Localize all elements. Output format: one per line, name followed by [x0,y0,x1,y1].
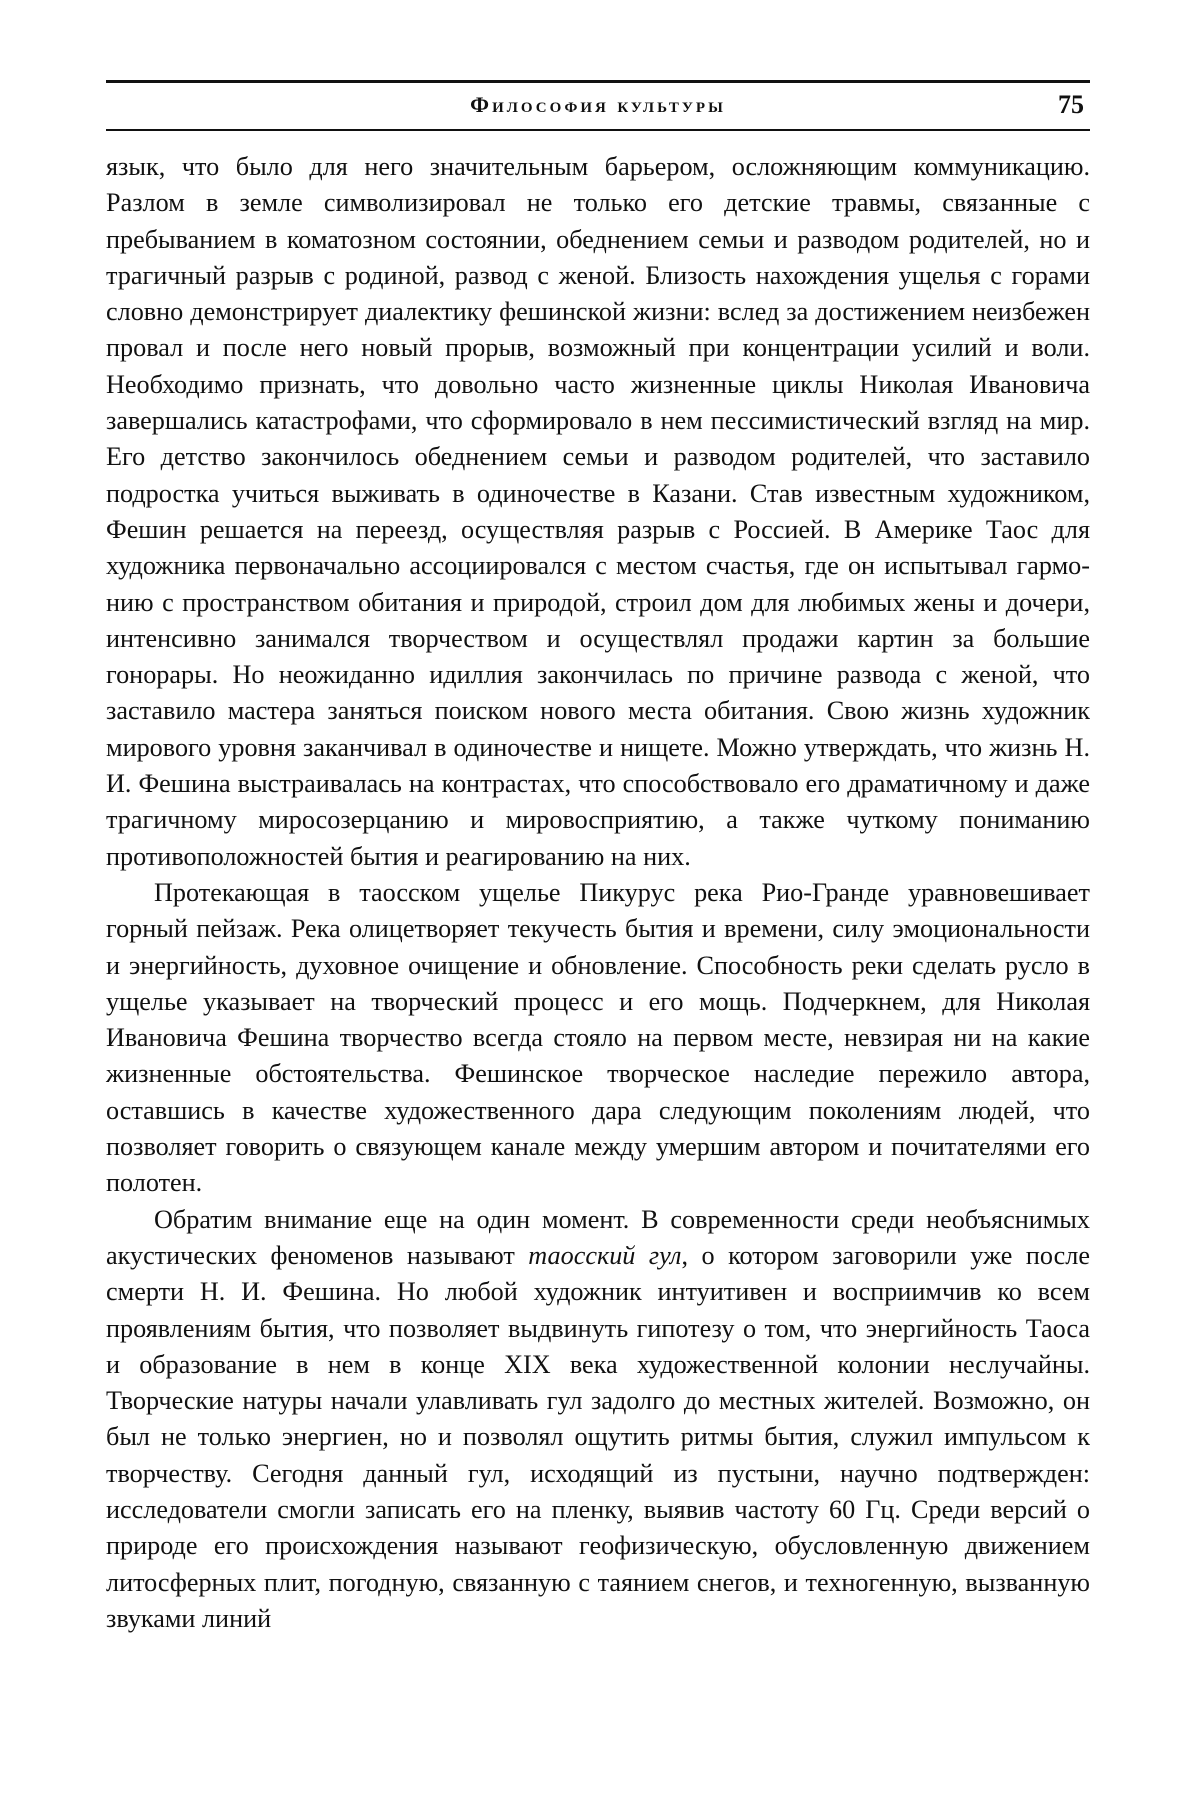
running-header [106,80,1090,131]
body-text [106,149,1090,1637]
running-title: Философия культуры [106,92,1090,118]
paragraph-3-text-after: , о котором заговорили уже после смерти Н. И. Фешина. Но любой художник интуитивен и восприим­чив ко всем проявлениям бытия, что позволяет выдвинуть гипотезу о том, что энергийность Таоса и образование в нем в конце XIX века художественной ко­лонии неслучайны. Творческие натуры начали улавливать гул задолго до мест­ных жителей. Возможно, он был не только энергиен, но и позволял ощутить ритмы бытия, служил импульсом к творчеству. Сегодня данный гул, исходящий из пустыни, научно подтвержден: исследователи смогли записать его на плен­ку, выявив частоту 60 Гц. Среди версий о природе его происхождения назы­вают геофизическую, обусловленную движением литосферных плит, погод­ную, связанную с таянием снегов, и техногенную, вызванную звуками линий [106,1241,1090,1633]
paragraph-2: Протекающая в таосском ущелье Пикурус река Рио-Гранде уравновеши­вает горный пейзаж. Река олицетворяет текучесть бытия и времени, силу эмо­циональности и энергийность, духовное очищение и обновление. Способность реки сделать русло в ущелье указывает на творческий процесс и его мощь. Подчеркнем, для Николая Ивановича Фешина творчество всегда стояло на пер­вом месте, невзирая ни на какие жизненные обстоятельства. Фешинское твор­ческое наследие пережило автора, оставшись в качестве художественного дара следующим поколениям людей, что позволяет говорить о связующем канале между умершим автором и почитателями его полотен. [106,875,1090,1202]
page-number: 75 [1058,90,1084,120]
italic-term: таосский гул [528,1241,681,1270]
paragraph-3-text-before: Обратим внимание еще на один момент. В современности среди необъяс­нимых акустических феноменов называют [106,1205,1090,1270]
book-page [106,80,1090,1637]
paragraph-1: язык, что было для него значительным барьером, осложняющим коммуника­цию. Разлом в земле символизировал не только его детские травмы, связанные с пребыванием в коматозном состоянии, обеднением семьи и разводом родите­лей, но и трагичный разрыв с родиной, развод с женой. Близость нахождения ущелья с горами словно демонстрирует диалектику фешинской жизни: вслед за достижением неизбежен провал и после него новый прорыв, возможный при концентрации усилий и воли. Необходимо признать, что довольно часто жизненные циклы Николая Ивановича завершались катастрофами, что сфор­мировало в нем пессимистический взгляд на мир. Его детство закончилось обеднением семьи и разводом родителей, что заставило подростка учиться вы­живать в одиночестве в Казани. Став известным художником, Фешин решается на переезд, осуществляя разрыв с Россией. В Америке Таос для художника первоначально ассоциировался с местом счастья, где он испытывал гармо­нию с пространством обитания и природой, строил дом для любимых жены и дочери, интенсивно занимался творчеством и осуществлял продажи картин за большие гонорары. Но неожиданно идиллия закончилась по причине раз­вода с женой, что заставило мастера заняться поиском нового места обитания. Свою жизнь художник мирового уровня заканчивал в одиночестве и нищете. Можно утверждать, что жизнь Н. И. Фешина выстраивалась на контрастах, что способствовало его драматичному и даже трагичному миросозерцанию и мировосприятию, а также чуткому пониманию противоположностей бытия и реагированию на них. [106,149,1090,875]
paragraph-3 [106,1202,1090,1638]
